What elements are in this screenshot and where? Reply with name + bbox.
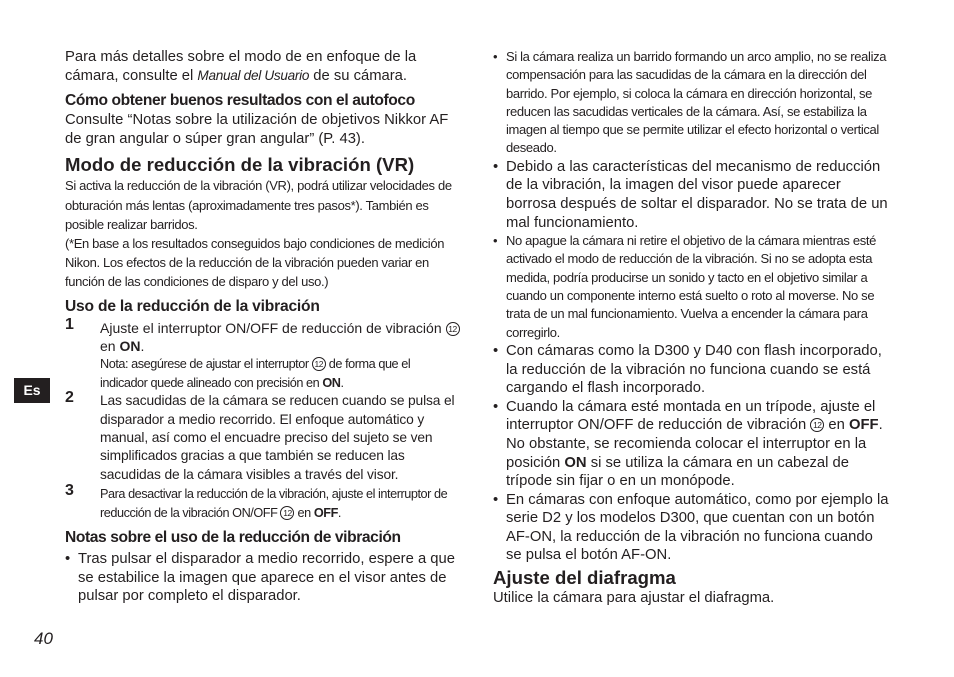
step-3 bbox=[65, 482, 460, 522]
step-1-note: Nota: asegúrese de ajustar el interruptor 12 de forma que el indicador quede alineado con precisión en ON. bbox=[100, 357, 411, 390]
switch-12-icon: 12 bbox=[446, 322, 460, 336]
step-number: 1 bbox=[65, 315, 74, 333]
aperture-heading: Ajuste del diafragma bbox=[493, 567, 676, 589]
list-item: • Si la cámara realiza un barrido formando un arco amplio, no se realiza compensación para las sacudidas de la cámara en la dirección del barrido. Por ejemplo, si coloca la cámara en dirección horizontal, se reducen las sacudidas verticales de la cámara. Así, se estabiliza la imagen al tiempo que se permite utilizar el efecto horizontal o vertical deseado. bbox=[493, 48, 889, 158]
step-number: 2 bbox=[65, 389, 74, 407]
vr-notes-list-continued bbox=[493, 48, 889, 565]
vr-notes-list bbox=[65, 550, 460, 606]
language-tab: Es bbox=[14, 378, 50, 403]
autofocus-heading: Cómo obtener buenos resultados con el autofoco bbox=[65, 92, 415, 110]
switch-12-icon: 12 bbox=[810, 418, 824, 432]
use-vr-heading: Uso de la reducción de la vibración bbox=[65, 297, 320, 315]
vr-body: Si activa la reducción de la vibración (VR), podrá utilizar velocidades de obturación más lentas (aproximadamente tres pasos*). También es posible realizar barridos. bbox=[65, 178, 452, 232]
list-item: • En cámaras con enfoque automático, como por ejemplo la serie D2 y los modelos D300, que cuentan con un botón AF-ON, la reducción de la vibración no funciona cuando se pulsa el botón AF-ON. bbox=[493, 491, 889, 565]
step-number: 3 bbox=[65, 482, 74, 500]
right-column bbox=[493, 48, 889, 608]
step-1-text: Ajuste el interruptor ON/OFF de reducción de vibración 12 en ON. bbox=[100, 319, 460, 356]
aperture-body: Utilice la cámara para ajustar el diafragma. bbox=[493, 590, 775, 607]
list-item: • Con cámaras como la D300 y D40 con flash incorporado, la reducción de la vibración no funciona cuando se está cargando el flash incorporado. bbox=[493, 342, 889, 398]
vr-heading: Modo de reducción de la vibración (VR) bbox=[65, 154, 415, 176]
switch-12-icon: 12 bbox=[312, 357, 326, 371]
intro-paragraph: Para más detalles sobre el modo de en enfoque de la cámara, consulte el Manual del Usuario de su cámara. bbox=[65, 49, 417, 84]
step-2-text: Las sacudidas de la cámara se reducen cuando se pulsa el disparador a medio recorrido. El enfoque automático y manual, así como el encuadre preciso del sujeto se ven simplificados gracias a que también se reducen las sacudidas de la cámara visibles a través del visor. bbox=[100, 393, 455, 482]
step-3-text: Para desactivar la reducción de la vibración, ajuste el interruptor de reducción de la vibración ON/OFF 12 en OFF. bbox=[100, 487, 448, 520]
manual-title: Manual del Usuario bbox=[197, 67, 310, 83]
list-item: • Debido a las características del mecanismo de reducción de la vibración, la imagen del visor puede aparecer borrosa después de soltar el disparador. No se trata de un mal funcionamiento. bbox=[493, 158, 889, 232]
list-item: • Cuando la cámara esté montada en un trípode, ajuste el interruptor ON/OFF de reducción de vibración 12 en OFF. No obstante, se recomienda colocar el interruptor en la posición ON si se utiliza la cámara en un cabezal de trípode sin fijar o en un monópode. bbox=[493, 398, 889, 491]
autofocus-body: Consulte “Notas sobre la utilización de objetivos Nikkor AF de gran angular o súper gran angular” (P. 43). bbox=[65, 112, 449, 147]
vr-footnote: (*En base a los resultados conseguidos bajo condiciones de medición Nikon. Los efectos de la reducción de la vibración pueden variar en función de las condiciones de disparo y del uso.) bbox=[65, 235, 445, 290]
switch-12-icon: 12 bbox=[280, 506, 294, 520]
list-item: • Tras pulsar el disparador a medio recorrido, espere a que se estabilice la imagen que aparece en el visor antes de pulsar por completo el disparador. bbox=[65, 550, 460, 606]
step-1 bbox=[65, 315, 460, 393]
step-2 bbox=[65, 389, 460, 484]
vr-notes-heading: Notas sobre el uso de la reducción de vibración bbox=[65, 529, 401, 547]
page-number: 40 bbox=[34, 629, 53, 648]
list-item: • No apague la cámara ni retire el objetivo de la cámara mientras esté activado el modo de reducción de la vibración. Si no se adopta esta medida, podría producirse un sonido y tacto en el objetivo similar a cuando un componente interno está suelto o roto al moverse. No se trata de un mal funcionamiento. Vuelva a encender la cámara para corregirlo. bbox=[493, 232, 889, 342]
left-column bbox=[65, 48, 460, 606]
